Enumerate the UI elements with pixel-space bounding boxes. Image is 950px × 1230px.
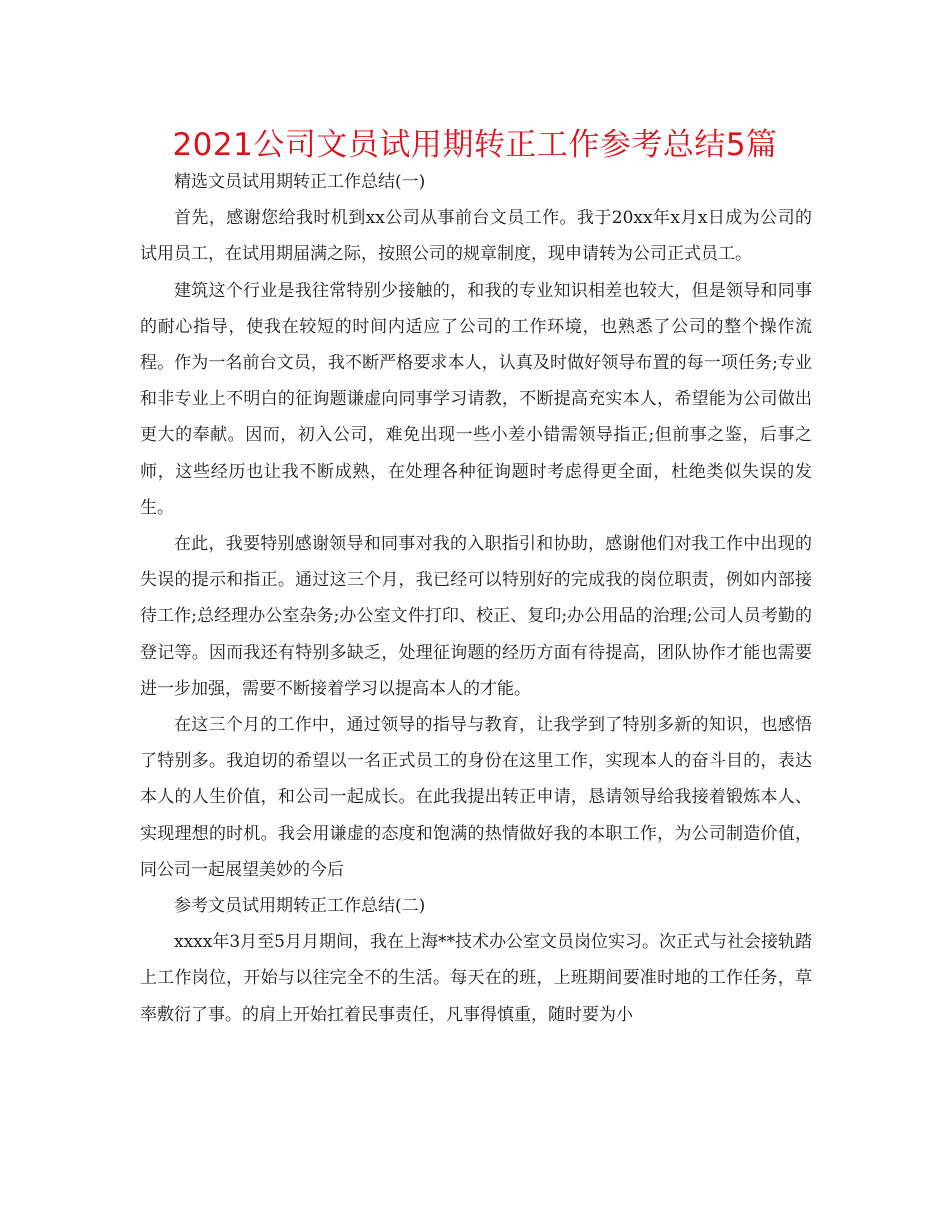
paragraph-2: 建筑这个行业是我往常特别少接触的，和我的专业知识相差也较大，但是领导和同事的耐心指导，使我在较短的时间内适应了公司的工作环境，也熟悉了公司的整个操作流程。作为一名前台文员，我不断严格要求本人，认真及时做好领导布置的每一项任务;专业和非专业上不明白的征询题谦虚向同事学习请教，不断提高充实本人，希望能为公司做出更大的奉献。因而，初入公司，难免出现一些小差小错需领导指正;但前事之鉴，后事之师，这些经历也让我不断成熟，在处理各种征询题时考虑得更全面，杜绝类似失误的发生。 [140,280,812,518]
paragraph-1: 首先，感谢您给我时机到xx公司从事前台文员工作。我于20xx年x月x日成为公司的试用员工，在试用期届满之际，按照公司的规章制度，现申请转为公司正式员工。 [140,208,812,265]
document-title: 2021公司文员试用期转正工作参考总结5篇 [172,127,778,163]
paragraph-5: xxxx年3月至5月月期间，我在上海**技术办公室文员岗位实习。次正式与社会接轨踏上工作岗位，开始与以往完全不的生活。每天在的班，上班期间要准时地的工作任务，草率敷衍了事。的肩上开始扛着民事责任，凡事得慎重，随时要为小 [140,932,812,1025]
paragraph-4: 在这三个月的工作中，通过领导的指导与教育，让我学到了特别多新的知识，也感悟了特别多。我迫切的希望以一名正式员工的身份在这里工作，实现本人的奋斗目的，表达本人的人生价值，和公司一起成长。在此我提出转正申请，恳请领导给我接着锻炼本人、实现理想的时机。我会用谦虚的态度和饱满的热情做好我的本职工作，为公司制造价值，同公司一起展望美妙的今后 [140,715,812,880]
document-body [140,164,812,1033]
paragraph-3: 在此，我要特别感谢领导和同事对我的入职指引和协助，感谢他们对我工作中出现的失误的提示和指正。通过这三个月，我已经可以特别好的完成我的岗位职责，例如内部接待工作;总经理办公室杂务;办公室文件打印、校正、复印;办公用品的治理;公司人员考勤的登记等。因而我还有特别多缺乏，处理征询题的经历方面有待提高，团队协作才能也需要进一步加强，需要不断接着学习以提高本人的才能。 [140,534,812,699]
section-heading-2: 参考文员试用期转正工作总结(二) [174,896,426,917]
section-heading-1: 精选文员试用期转正工作总结(一) [174,172,426,192]
